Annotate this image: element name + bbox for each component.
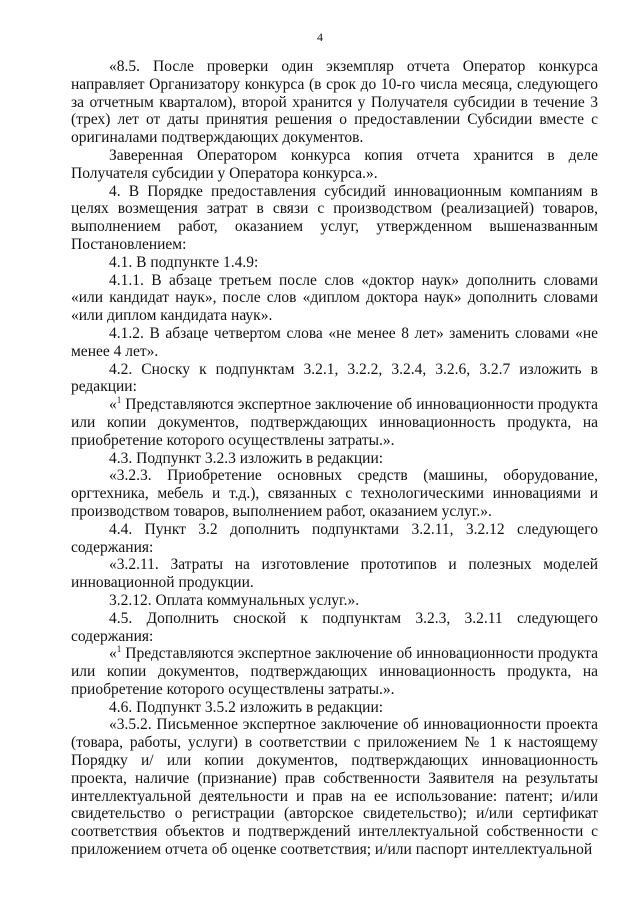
- paragraph-4-3: 4.3. Подпункт 3.2.3 изложить в редакции:: [109, 449, 384, 467]
- quote-open: «: [109, 396, 117, 414]
- footnote-text-2: [71, 645, 598, 698]
- footnote-text-1: [71, 396, 598, 449]
- paragraph-4-1-2: 4.1.2. В абзаце четвертом слова «не менее 8 лет» заменить словами «не менее 4 лет».: [71, 324, 598, 360]
- footnote-body: Представляются экспертное заключение об инновационности продукта или копии документов, подтверждающих инновационность продукта, на приобретение которого осуществлены затраты.».: [71, 396, 598, 449]
- footnote-body: Представляются экспертное заключение об инновационности продукта или копии документов, подтверждающих инновационность продукта, на приобретение которого осуществлены затраты.».: [71, 645, 598, 698]
- paragraph-4-5: 4.5. Дополнить сноской к подпунктам 3.2.3, 3.2.11 следующего содержания:: [71, 609, 598, 645]
- paragraph-3-2-11: «3.2.11. Затраты на изготовление прототипов и полезных моделей инновационной продукции.: [71, 556, 598, 592]
- paragraph-4-1-1: 4.1.1. В абзаце третьем после слов «доктор наук» дополнить словами «или кандидат наук», после слов «диплом доктора наук» дополнить словами «или диплом кандидата наук».: [71, 271, 598, 325]
- quote-open: «: [109, 645, 117, 663]
- paragraph-certified-copy: Заверенная Оператором конкурса копия отчета хранится в деле Получателя субсидии у Оператора конкурса.».: [71, 146, 598, 182]
- page-number: 4: [317, 30, 323, 44]
- paragraph-4-2: 4.2. Сноску к подпунктам 3.2.1, 3.2.2, 3.2.4, 3.2.6, 3.2.7 изложить в редакции:: [71, 360, 598, 396]
- footnote-mark: 1: [116, 394, 122, 405]
- paragraph-4-4: 4.4. Пункт 3.2 дополнить подпунктами 3.2.11, 3.2.12 следующего содержания:: [71, 520, 598, 556]
- paragraph-8-5: «8.5. После проверки один экземпляр отчета Оператор конкурса направляет Организатору конкурса (в срок до 10-го числа месяца, следующего за отчетным кварталом), второй хранится у Получателя субсидии в течение 3 (трех) лет от даты принятия решения о предоставлении Субсидии вместе с оригиналами подтверждающих документов.: [71, 58, 598, 147]
- paragraph-3-2-3: «3.2.3. Приобретение основных средств (машины, оборудование, оргтехника, мебель и т.д.), связанных с технологическими инновациями и производством товаров, выполнением работ, оказанием услуг.».: [71, 467, 598, 520]
- footnote-mark: 1: [116, 644, 122, 655]
- paragraph-4-1: 4.1. В подпункте 1.4.9:: [109, 253, 259, 271]
- document-body: [71, 58, 598, 859]
- paragraph-3-5-2: «3.5.2. Письменное экспертное заключение об инновационности проекта (товара, работы, услуги) в соответствии с приложением № 1 к настоящему Порядку и/ или копии документов, подтверждающих инновационность проекта, наличие (признание) прав собственности Заявителя на результаты интеллектуальной деятельности и прав на ее использование: патент; и/или свидетельство о регистрации (авторское свидетельство); и/или сертификат соответствия объектов и подтверждений интеллектуальной собственности с приложением отчета об оценке соответствия; и/или паспорт интеллектуальной: [71, 716, 598, 859]
- paragraph-4: 4. В Порядке предоставления субсидий инновационным компаниям в целях возмещения затрат в связи с производством (реализацией) товаров, выполнением работ, оказанием услуг, утвержденном вышеназванным Постановлением:: [71, 182, 598, 253]
- paragraph-4-6: 4.6. Подпункт 3.5.2 изложить в редакции:: [109, 698, 384, 716]
- paragraph-3-2-12: 3.2.12. Оплата коммунальных услуг.».: [109, 591, 360, 609]
